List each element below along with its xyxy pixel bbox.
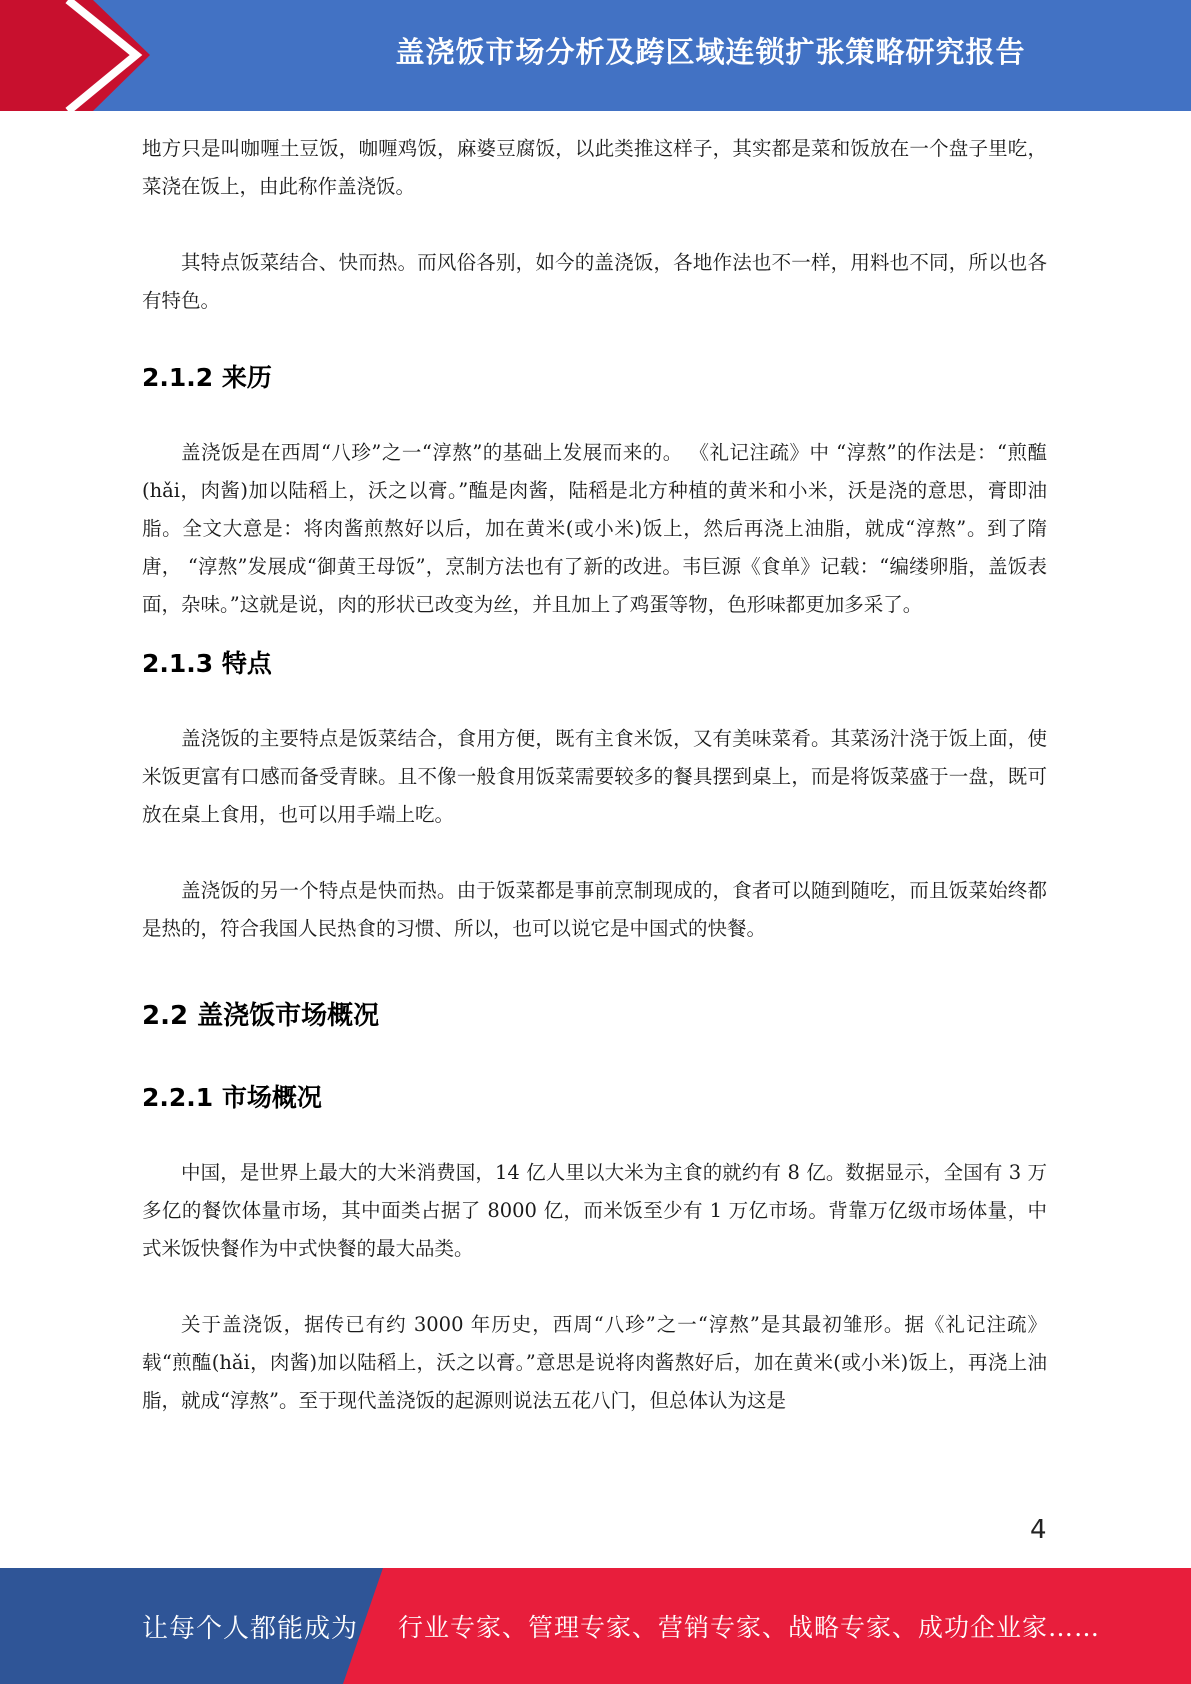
page-number: 4 — [1030, 1515, 1047, 1545]
body-paragraph: 地方只是叫咖喱土豆饭，咖喱鸡饭，麻婆豆腐饭，以此类推这样子，其实都是菜和饭放在一个盘子里吃，菜浇在饭上，由此称作盖浇饭。 — [142, 137, 1047, 198]
section-heading: 2.1.3 特点 — [142, 649, 272, 678]
body-paragraph: 其特点饭菜结合、快而热。而风俗各别，如今的盖浇饭，各地作法也不一样，用料也不同，所以也各有特色。 — [142, 251, 1047, 312]
body-paragraph: 盖浇饭是在西周“八珍”之一“淳熬”的基础上发展而来的。 《礼记注疏》中 “淳熬”的作法是：“煎醢(hǎi，肉酱)加以陆稻上，沃之以膏。”醢是肉酱，陆稻是北方种植的黄米和小米，沃是浇的意思，膏即油脂。全文大意是：将肉酱煎熬好以后，加在黄米(或小米)饭上，然后再浇上油脂，就成“淳熬”。到了隋唐， “淳熬”发展成“御黄王母饭”，烹制方法也有了新的改进。韦巨源《食单》记载：“编缕卵脂，盖饭表面，杂味。”这就是说，肉的形状已改变为丝，并且加上了鸡蛋等物，色形味都更加多采了。 — [142, 441, 1047, 616]
footer-slogan-left: 让每个人都能成为 — [142, 1613, 359, 1644]
chapter-heading: 2.2 盖浇饭市场概况 — [142, 1001, 380, 1031]
page-footer — [0, 1568, 1191, 1684]
body-paragraph: 盖浇饭的另一个特点是快而热。由于饭菜都是事前烹制现成的，食者可以随到随吃，而且饭菜始终都是热的，符合我国人民热食的习惯、所以，也可以说它是中国式的快餐。 — [142, 879, 1047, 940]
body-paragraph: 盖浇饭的主要特点是饭菜结合，食用方便，既有主食米饭，又有美味菜肴。其菜汤汁浇于饭上面，使米饭更富有口感而备受青睐。且不像一般食用饭菜需要较多的餐具摆到桌上，而是将饭菜盛于一盘，既可放在桌上食用，也可以用手端上吃。 — [142, 727, 1047, 826]
footer-slogan-right: 行业专家、管理专家、营销专家、战略专家、成功企业家…… — [398, 1613, 1101, 1642]
page-body — [142, 130, 1047, 1420]
report-title: 盖浇饭市场分析及跨区域连锁扩张策略研究报告 — [395, 34, 1026, 69]
body-paragraph: 关于盖浇饭，据传已有约 3000 年历史，西周“八珍”之一“淳熬”是其最初雏形。据《礼记注疏》载“煎醢(hǎi，肉酱)加以陆稻上，沃之以膏。”意思是说将肉酱熬好后，加在黄米(或小米)饭上，再浇上油脂，就成“淳熬”。至于现代盖浇饭的起源则说法五花八门，但总体认为这是 — [142, 1313, 1047, 1412]
header-arrow-decoration — [0, 0, 260, 111]
body-paragraph: 中国，是世界上最大的大米消费国，14 亿人里以大米为主食的就约有 8 亿。数据显示，全国有 3 万多亿的餐饮体量市场，其中面类占据了 8000 亿，而米饭至少有 1 万亿市场。背靠万亿级市场体量，中式米饭快餐作为中式快餐的最大品类。 — [142, 1161, 1047, 1260]
section-heading: 2.1.2 来历 — [142, 363, 272, 392]
page-header — [0, 0, 1191, 111]
section-heading: 2.2.1 市场概况 — [142, 1083, 322, 1112]
